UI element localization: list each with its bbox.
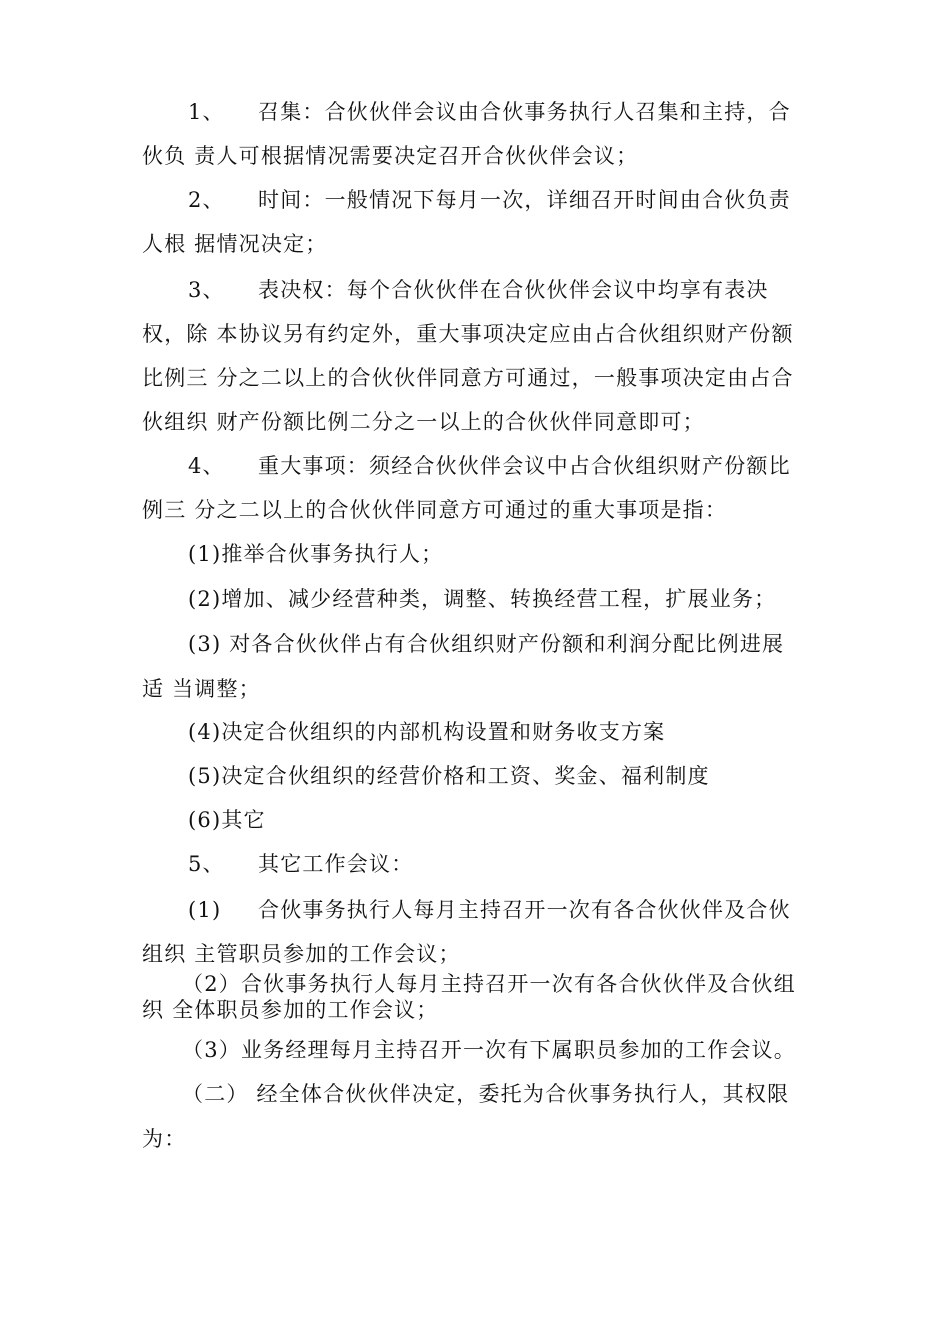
item-3-text: 表决权：每个合伙伙伴在合伙伙伴会议中均享有表决: [258, 278, 769, 302]
meeting-1-number: (1): [188, 898, 222, 922]
meeting-2-first-line: （2）合伙事务执行人每月主持召开一次有各合伙伙伴及合伙组: [182, 972, 796, 996]
item-5-number: 5、: [188, 852, 225, 876]
sub-item-5: (5)决定合伙组织的经营价格和工资、奖金、福利制度: [188, 764, 710, 788]
item-5-text: 其它工作会议：: [258, 852, 414, 876]
item-5-line: [188, 850, 413, 878]
meeting-1-text: 合伙事务执行人每月主持召开一次有各合伙伙伴及合伙: [258, 898, 791, 922]
item-3-second-line: 权，除 本协议另有约定外，重大事项决定应由占合伙组织财产份额: [142, 322, 794, 346]
item-3-fourth-line: 伙组织 财产份额比例二分之一以上的合伙伙伴同意即可；: [142, 410, 705, 434]
item-4-number: 4、: [188, 454, 225, 478]
sub-item-4: (4)决定合伙组织的内部机构设置和财务收支方案: [188, 720, 666, 744]
item-3-number: 3、: [188, 278, 225, 302]
sub-item-3: (3) 对各合伙伙伴占有合伙组织财产份额和利润分配比例进展: [188, 632, 785, 656]
sub-item-2: (2)增加、减少经营种类，调整、转换经营工程，扩展业务；: [188, 587, 777, 611]
item-1-text: 召集：合伙伙伴会议由合伙事务执行人召集和主持，合: [258, 100, 791, 124]
item-2-number: 2、: [188, 188, 225, 212]
item-2-text: 时间：一般情况下每月一次，详细召开时间由合伙负责: [258, 188, 791, 212]
meeting-2-second-line: 织 全体职员参加的工作会议；: [142, 998, 439, 1022]
section-2-first-line: （二） 经全体合伙伙伴决定，委托为合伙事务执行人，其权限: [182, 1082, 790, 1106]
meeting-3-line: （3）业务经理每月主持召开一次有下属职员参加的工作会议。: [182, 1038, 796, 1062]
sub-item-6: (6)其它: [188, 808, 266, 832]
sub-item-1: (1)推举合伙事务执行人；: [188, 542, 444, 566]
item-1-first-line: [188, 98, 791, 126]
item-4-text: 重大事项：须经合伙伙伴会议中占合伙组织财产份额比: [258, 454, 791, 478]
meeting-1-second-line: 组织 主管职员参加的工作会议；: [142, 942, 461, 966]
item-2-first-line: [188, 186, 791, 214]
item-4-second-line: 例三 分之二以上的合伙伙伴同意方可通过的重大事项是指：: [142, 498, 728, 522]
item-3-third-line: 比例三 分之二以上的合伙伙伴同意方可通过，一般事项决定由占合: [142, 366, 794, 390]
item-4-first-line: [188, 452, 791, 480]
item-3-first-line: [188, 276, 769, 304]
item-1-number: 1、: [188, 100, 225, 124]
meeting-1-first-line: [188, 896, 791, 924]
sub-item-3-continuation: 适 当调整；: [142, 677, 261, 701]
item-2-second-line: 人根 据情况决定；: [142, 232, 328, 256]
section-2-second-line: 为：: [142, 1127, 187, 1151]
item-1-second-line: 伙负 责人可根据情况需要决定召开合伙伙伴会议；: [142, 144, 639, 168]
